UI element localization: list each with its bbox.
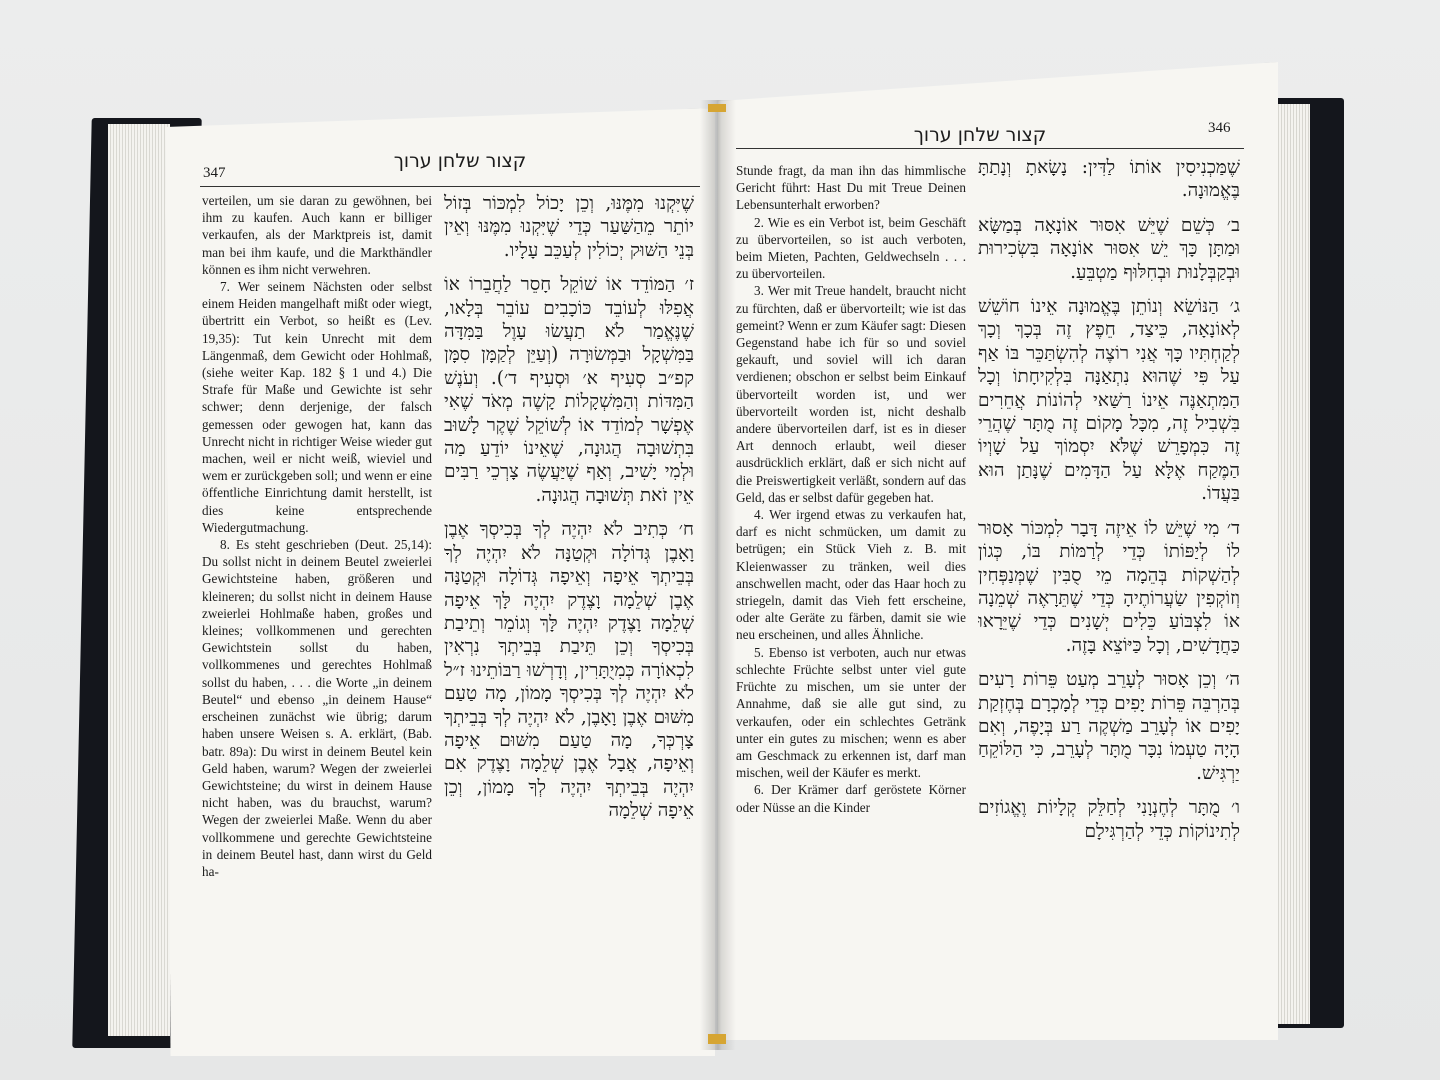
hebrew-paragraph: שֶׁיִּקְנוּ מִמֶּנּוּ, וְכֵן יָכוֹל לִמְכּוֹר בְּזוֹל יוֹתֵר מֵהַשַּׁעַר כְּדֵי שֶׁיִּקְנוּ מִמֶּנּוּ וְאֵין בְּנֵי הַשּׁוּק יְכוֹלִין לְעַכֵּב עָלָיו. bbox=[444, 193, 694, 261]
hebrew-paragraph: ו׳ מֻתָּר לְחֶנְוָנִי לְחַלֵּק קְלָיוֹת וֶאֱגוֹזִים לְתִינוֹקוֹת כְּדֵי לְהַרְגִּילָם bbox=[978, 797, 1240, 842]
hebrew-paragraph: ג׳ הַנּוֹשֵׂא וְנוֹתֵן בֶּאֱמוּנָה אֵינוֹ חוֹשֵׁשׁ לְאוֹנָאָה, כֵּיצַד, חֵפֶץ זֶה בְּכָךְ וְכָךְ לְקַחְתִּיו כָּךְ אֲנִי רוֹצֶה לְהִשְׂתַּכֵּר בּוֹ אַף עַל פִּי שֶׁהוּא נִתְאַנָּה בִּלְקִיחָתוֹ וְכָל הַמִּתְאַנֶּה אֵינוֹ רַשַּׁאי לְהוֹנוֹת אֲחֵרִים בִּשְׁבִיל זֶה, מִכָּל מָקוֹם זֶה מֻתָּר שֶׁהֲרֵי זֶה כִּמְפָרֵשׁ שֶׁלֹּא יִסְמוֹךְ עַל שָׁוְיוֹ הַמֶּקַח אֶלָּא עַל הַדָּמִים שֶׁנָּתַן הוּא בַּעֲדוֹ. bbox=[978, 296, 1240, 505]
left-hebrew-column bbox=[444, 192, 694, 1032]
german-paragraph: 8. Es steht geschrieben (Deut. 25,14): Du sollst nicht in deinem Beutel zweierlei Gewichtsteine haben, größeren und kleineren; du sollst nicht in deinem Hause zweierlei Hohlmaße haben, großes und kleines; vollkommenen und gerechten Gewichtstein sollst du haben, vollkommenes und gerechtes Hohlmaß sollst du haben, . . . die Worte „in deinem Beutel“ und ebenso „in deinem Hause“ erscheinen zunächst wie übrig; darum haben unsere Weisen s. A. erklärt, (Bab. batr. 89a): Du wirst in deinem Beutel kein Geld haben, warum? Wegen der zweierlei Gewichtsteine; du wirst in deinem Hause nicht haben, was du brauchst, warum? Wegen der zweierlei Maße. Wenn du aber vollkommene und gerechte Gewichtsteine in deinem Beutel hast, dann wirst du Geld ha- bbox=[202, 537, 432, 879]
page-edges-right bbox=[1276, 104, 1310, 1024]
german-paragraph: 5. Ebenso ist verboten, auch nur etwas schlechte Früchte selbst unter viel gute Früchte zu mischen, um sie unter der Annahme, daß sie alle gut sind, zu verkaufen, oder ein schlechtes Getränk unter ein gutes zu mischen; wenn es aber am Geschmack zu erkennen ist, darf man mischen, weil der Käufer es merkt. bbox=[736, 644, 966, 781]
german-paragraph: 6. Der Krämer darf geröstete Körner oder Nüsse an die Kinder bbox=[736, 782, 966, 815]
hebrew-paragraph: ד׳ מִי שֶׁיֵּשׁ לוֹ אֵיזֶה דָּבָר לִמְכּוֹר אָסוּר לוֹ לְיַפּוֹתוֹ כְּדֵי לְרַמּוֹת בּוֹ, כְּגוֹן לְהַשְׁקוֹת בְּהֵמָה מֵי סֻבִּין שֶׁמְּנַפְּחִין וְזוֹקְפִין שַׂעֲרוֹתֶיהָ כְּדֵי שֶׁתֵּרָאֶה שְׁמֵנָה אוֹ לִצְבּוֹעַ כֵּלִים יְשָׁנִים כְּדֵי שֶׁיֵּרָאוּ כַּחֲדָשִׁים, וְכָל כַּיּוֹצֵא בָּזֶה. bbox=[978, 517, 1240, 656]
book-gutter bbox=[700, 100, 736, 1050]
german-paragraph: 3. Wer mit Treue handelt, braucht nicht zu fürchten, daß er übervorteilt; wie ist das gemeint? Wenn er zum Käufer sagt: Diesen Gegenstand habe ich für so und soviel gekauft, und soviel will ich daran verdienen; obschon er selbst beim Einkauf übervorteilt worden ist, und wer übervorteilt worden ist, nicht deshalb andere übervorteilen darf, ist es in dieser Art dennoch erlaubt, weil dieser ausdrücklich erklärt, daß er sich nicht auf die Preiswertigkeit verläßt, sondern auf das Geld, das er selbst dafür gegeben hat. bbox=[736, 283, 966, 505]
right-header-rule bbox=[736, 148, 1244, 149]
german-paragraph: 4. Wer irgend etwas zu verkaufen hat, darf es nicht schmücken, um damit zu betrügen; ein Stück Vieh z. B. mit Kleienwasser zu tränken, weil dies anschwellen macht, oder das Haar hoch zu striegeln, damit das Vieh fett erscheine, oder alte Geräte zu färben, damit sie wie neu erscheinen, und alles Ähnliche. bbox=[736, 507, 966, 643]
right-german-column bbox=[736, 162, 966, 1022]
hebrew-paragraph: ח׳ כְּתִיב לֹא יִהְיֶה לְךָ בְּכִיסְךָ אֶבֶן וָאָבֶן גְּדוֹלָה וּקְטַנָּה לֹא יִהְיֶה לְךָ בְּבֵיתְךָ אֵיפָה וְאֵיפָה גְּדוֹלָה וּקְטַנָּה אֶבֶן שְׁלֵמָה וָצֶדֶק יִהְיֶה לָּךְ אֵיפָה שְׁלֵמָה וָצֶדֶק יִהְיֶה לָּךְ וְגוֹמֵר וְתֵיבַת בְּכִיסְךָ וְכֵן תֵּיבַת בְּבֵיתְךָ נִרְאִין לִכְאוֹרָה כְּמִיֻתָּרִין, וְדָרְשׁוּ רַבּוֹתֵינוּ ז״ל לֹא יִהְיֶה לְךָ בְּכִיסְךָ מָמוֹן, מָה טַעַם מִשּׁוּם אֶבֶן וָאָבֶן, לֹא יִהְיֶה לְךָ בְּבֵיתְךָ צָרְכְּךָ, מָה טַעַם מִשּׁוּם אֵיפָה וְאֵיפָה, אֲבָל אֶבֶן שְׁלֵמָה וָצֶדֶק אִם יִהְיֶה בְּבֵיתְךָ יִהְיֶה לְךָ מָמוֹן, וְכֵן אֵיפָה שְׁלֵמָה bbox=[444, 519, 694, 822]
german-paragraph: verteilen, um sie daran zu gewöhnen, bei ihm zu kaufen. Auch kann er billiger verkaufen, als der Marktpreis ist, damit man bei ihm kaufe, und die Markthändler können es ihm nicht verwehren. bbox=[202, 193, 432, 277]
headband-top bbox=[708, 104, 726, 112]
german-paragraph: Stunde fragt, da man ihn das himmlische Gericht führt: Hast Du mit Treue Deinen Lebensunterhalt erworben? bbox=[736, 163, 966, 213]
left-header-rule bbox=[200, 186, 700, 187]
right-hebrew-column bbox=[978, 156, 1240, 1026]
left-running-head: קצור שלחן ערוך bbox=[393, 150, 527, 172]
german-paragraph: 2. Wie es ein Verbot ist, beim Geschäft zu übervorteilen, so ist auch verboten, beim Mieten, Pachten, Geldwechseln . . . zu übervorteilen. bbox=[736, 214, 966, 282]
hebrew-paragraph: ב׳ כְּשֵׁם שֶׁיֵּשׁ אִסּוּר אוֹנָאָה בְּמַשָּׂא וּמַתָּן כָּךְ יֵשׁ אִסּוּר אוֹנָאָה בִּשְׂכִירוּת וּבְקַבְּלָנוּת וּבְחִלּוּף מַטְבֵּעַ. bbox=[978, 214, 1240, 283]
left-page-number: 347 bbox=[203, 165, 226, 181]
left-german-column bbox=[202, 192, 432, 1022]
hebrew-paragraph: שֶׁמַּכְנִיסִין אוֹתוֹ לַדִּין: נָשָׂאתָ וְנָתַתָּ בֶּאֱמוּנָה. bbox=[978, 157, 1240, 202]
page-edges-left bbox=[108, 124, 170, 1036]
hebrew-paragraph: ז׳ הַמּוֹדֵד אוֹ שׁוֹקֵל חָסֵר לַחֲבֵרוֹ אוֹ אֲפִלּוּ לְעוֹבֵד כּוֹכָבִים עוֹבֵר בְּלָאו, שֶׁנֶּאֱמַר לֹא תַעֲשׂוּ עָוֶל בַּמִּדָּה בַּמִּשְׁקָל וּבַמְּשׂוּרָה (וְעַיֵּן לְקַמָּן סִמָּן קפ״ב סְעִיף א׳ וּסְעִיף ד׳). וְעֹנֶשׁ הַמִּדּוֹת וְהַמִּשְׁקָלוֹת קָשֶׁה מְאֹד שֶׁאִי אֶפְשָׁר לְמוֹדֵד אוֹ לְשׁוֹקֵל שֶׁקֶר לָשׁוּב בִּתְשׁוּבָה הֲגוּנָה, שֶׁאֵינוֹ יוֹדֵעַ מַה וּלְמִי יָשִׁיב, וְאַף שֶׁיַּעֲשֶׂה צָרְכֵי רַבִּים אֵין זֹאת תְּשׁוּבָה הֲגוּנָה. bbox=[444, 274, 694, 506]
right-page-number: 346 bbox=[1208, 120, 1231, 136]
hebrew-paragraph: ה׳ וְכֵן אָסוּר לְעָרֵב מְעַט פֵּרוֹת רָעִים בְּהַרְבֵּה פֵּרוֹת יָפִים כְּדֵי לְמָכְרָם בְּחֶזְקַת יָפִים אוֹ לְעָרֵב מַשְׁקֶה רַע בְּיָפֶה, וְאִם הָיָה טַעְמוֹ נִכָּר מֻתָּר לְעָרֵב, כִּי הַלּוֹקֵחַ יַרְגִּישׁ. bbox=[978, 669, 1240, 784]
german-paragraph: 7. Wer seinem Nächsten oder selbst einem Heiden mangelhaft mißt oder wiegt, übertritt ein Verbot, so heißt es (Lev. 19,35): Tut kein Unrecht mit dem Längenmaß, dem Gewicht oder Hohlmaß, (siehe weiter Kap. 182 § 1 und 4.) Die Strafe für Maße und Gewichte ist sehr schwer; denn derjenige, der falsch gemessen oder gewogen hat, kann das Unrecht nicht in richtiger Weise wieder gut machen, weil er nicht weiß, wieviel und wem er zurückgeben soll; und wenn er eine öffentliche Einrichtung damit herstellt, ist dies keine entsprechende Wiedergutmachung. bbox=[202, 279, 432, 535]
headband-bottom bbox=[708, 1034, 726, 1044]
right-running-head: קצור שלחן ערוך bbox=[913, 124, 1047, 146]
